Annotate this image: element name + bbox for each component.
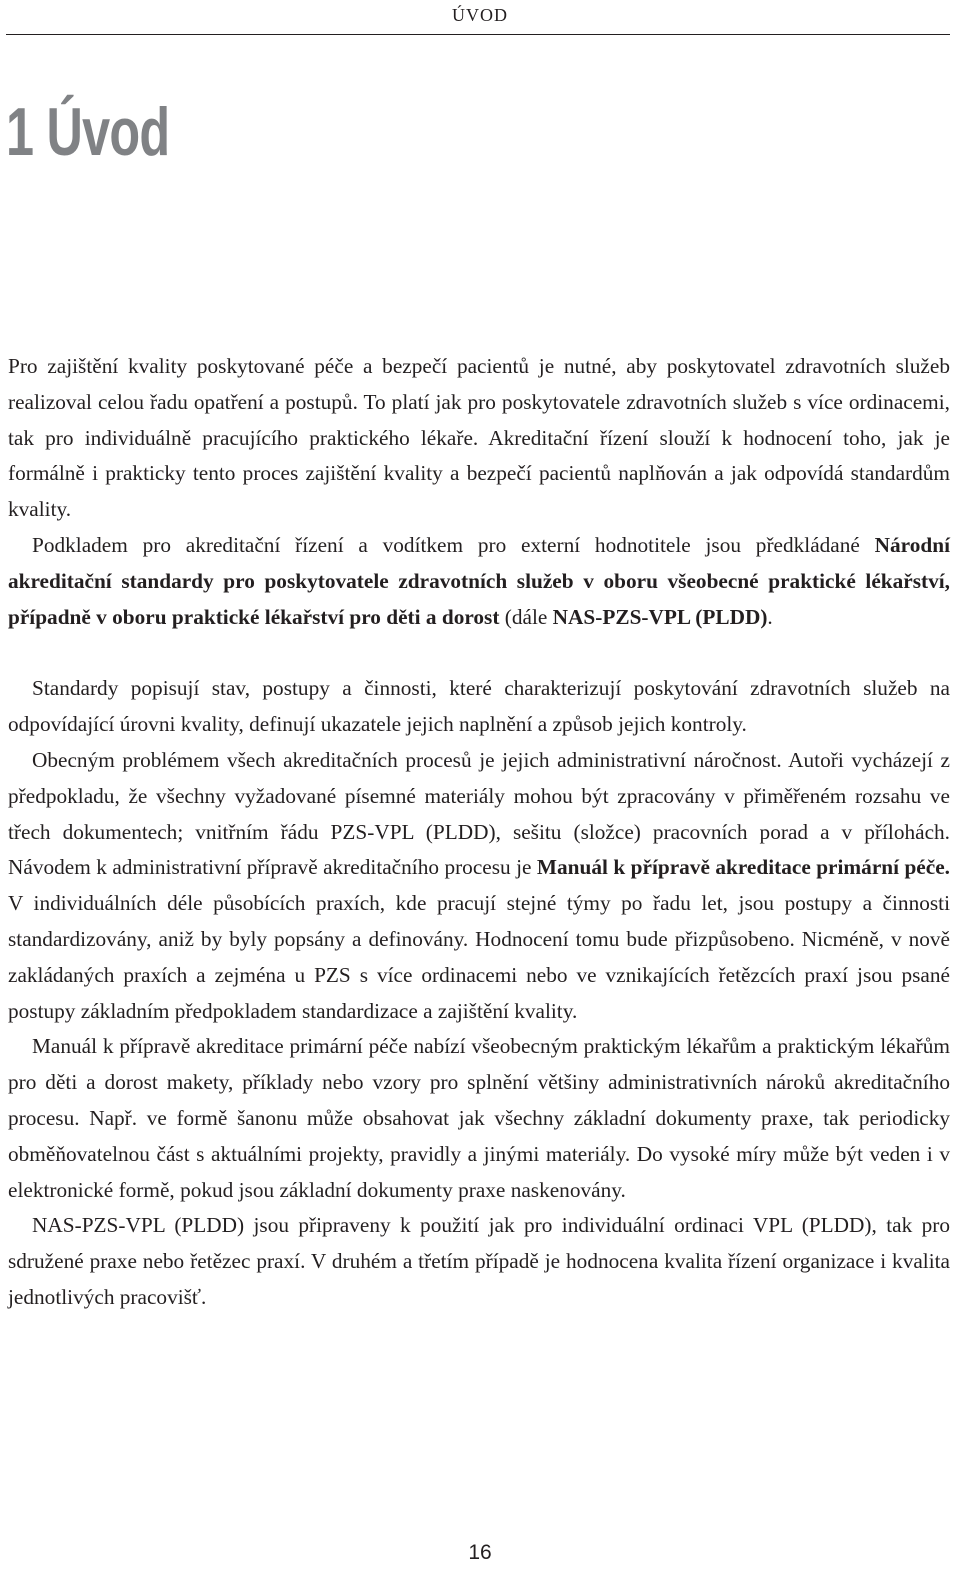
body-text xyxy=(8,349,950,1316)
manual-title: Manuál k přípravě akreditace primární péče. xyxy=(536,855,950,880)
paragraph-standards-description: Standardy popisují stav, postupy a činnosti, které charakterizují poskytování zdravotních služeb na odpovídající úrovni kvality, definují ukazatele jejich naplnění a způsob jejich kontroly. xyxy=(8,676,950,737)
paragraph-administrative-burden xyxy=(8,743,950,1029)
paragraph-gap xyxy=(8,635,950,671)
paragraph-manual: Manuál k přípravě akreditace primární péče nabízí všeobecným praktickým lékařům a praktickým lékařům pro děti a dorost makety, příklady nebo vzory pro splnění většiny administrativních nároků akreditačního procesu. Např. ve formě šanonu může obsahovat jak všechny základní dokumenty praxe, tak periodicky obměňovatelnou část s aktuálními projekty, pravidly a jinými materiály. Do vysoké míry může být veden i v elektronické formě, pokud jsou základní dokumenty praxe naskenovány. xyxy=(8,1034,950,1202)
page-number: 16 xyxy=(468,1541,492,1564)
paragraph-text: Obecným problémem všech akreditačních procesů je jejich administrativní náročnost. Autoři vycházejí z předpokladu, že všechny vyžadované písemné materiály mohou být zpracovány v přiměřeném rozsahu ve třech dokumentech; vnitřním řádu PZS-VPL (PLDD), sešitu (složce) pracovních porad a v přílohách. Návodem k administrativní přípravě akreditačního procesu je xyxy=(8,747,950,880)
paragraph-text: V individuálních déle působících praxích, kde pracují stejné týmy po řadu let, jsou postupy a činnosti standardizovány, aniž by byly popsány a definovány. Hodnocení tomu bude přizpůsobeno. Nicméně, v nově zakládaných praxích a zejména u PZS s více ordinacemi nebo ve vznikajících řetězcích praxí jsou psané postupy základním předpokladem standardizace a zajištění kvality. xyxy=(8,891,950,1023)
paragraph-text: Podkladem pro akreditační řízení a vodítkem pro externí hodnotitele jsou předkládané xyxy=(32,532,875,557)
chapter-title: 1 Úvod xyxy=(6,94,170,170)
running-header: ÚVOD xyxy=(452,5,508,25)
header-divider xyxy=(6,34,950,35)
standards-abbreviation: NAS-PZS-VPL (PLDD) xyxy=(552,604,768,629)
standards-full-name: Národní akreditační standardy pro poskytovatele zdravotních služeb v oboru všeobecné praktické lékařství, případně v oboru praktické lékařství pro děti a dorost xyxy=(8,532,950,629)
paragraph-standards-basis xyxy=(8,528,950,635)
paragraph-usage: NAS-PZS-VPL (PLDD) jsou připraveny k použití jak pro individuální ordinaci VPL (PLDD), tak pro sdružené praxe nebo řetězec praxí. V druhém a třetím případě je hodnocena kvalita řízení organizace i kvalita jednotlivých pracovišť. xyxy=(8,1213,950,1309)
paragraph-intro: Pro zajištění kvality poskytované péče a bezpečí pacientů je nutné, aby poskytovatel zdravotních služeb realizoval celou řadu opatření a postupů. To platí jak pro poskytovatele zdravotních služeb s více ordinacemi, tak pro individuálně pracujícího praktického lékaře. Akreditační řízení slouží k hodnocení toho, jak je formálně i prakticky tento proces zajištění kvality a bezpečí pacientů naplňován a jak odpovídá standardům kvality. xyxy=(8,354,950,522)
paragraph-text: . xyxy=(767,604,773,629)
paragraph-text: (dále xyxy=(499,604,553,629)
